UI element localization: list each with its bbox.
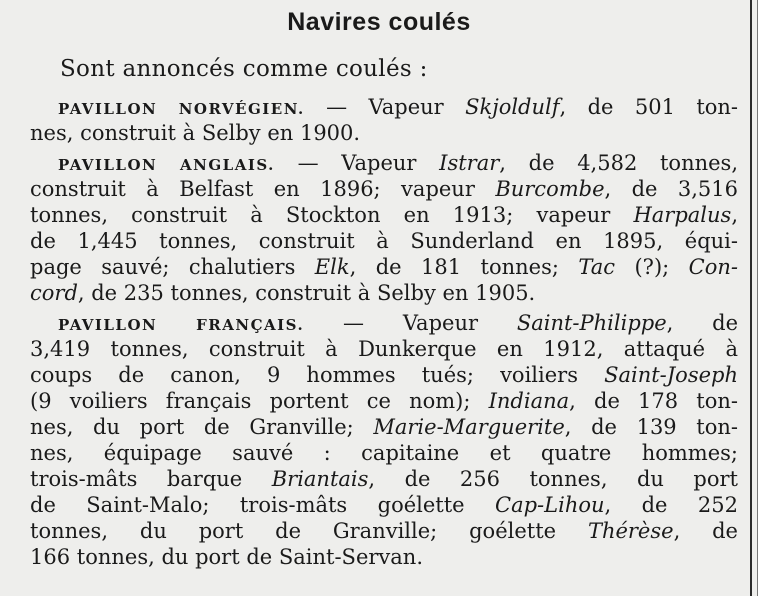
ship-name: Indiana	[488, 389, 570, 413]
ship-name: Thérèse	[587, 519, 674, 543]
paragraph-francais-line-8: de Saint-Malo; trois-mâts goélette Cap-Lihou, de 252	[30, 493, 738, 517]
ship-name: Burcombe	[495, 177, 605, 201]
paragraph-norvegien-line-1: PAVILLON NORVÉGIEN. — Vapeur Skjoldulf, de 501 ton-	[58, 95, 739, 119]
section-label-francais: PAVILLON FRANÇAIS.	[58, 316, 305, 334]
paragraph-francais-line-2: 3,419 tonnes, construit à Dunkerque en 1912, attaqué à	[30, 337, 738, 361]
article-title: Navires coulés	[287, 8, 471, 36]
ship-name: Cap-Lihou	[495, 493, 605, 517]
column-rule	[750, 0, 752, 596]
paragraph-francais-line-3: coups de canon, 9 hommes tués; voiliers Saint-Joseph	[30, 363, 738, 387]
paragraph-anglais-line-4: de 1,445 tonnes, construit à Sunderland en 1895, équi-	[30, 229, 738, 253]
ship-name: Briantais	[271, 467, 369, 491]
ship-name: Istrar	[439, 151, 500, 175]
paragraph-francais-line-1: PAVILLON FRANÇAIS. — Vapeur Saint-Philippe, de	[58, 311, 738, 335]
paragraph-norvegien-line-2: nes, construit à Selby en 1900.	[30, 121, 361, 145]
ship-name: cord	[30, 281, 78, 305]
paragraph-anglais-line-1: PAVILLON ANGLAIS. — Vapeur Istrar, de 4,582 tonnes,	[58, 151, 739, 175]
article-intro: Sont annoncés comme coulés :	[60, 56, 428, 82]
ship-name: Harpalus	[633, 203, 732, 227]
paragraph-anglais-line-6: cord, de 235 tonnes, construit à Selby en 1905.	[30, 281, 536, 305]
paragraph-francais-line-9: tonnes, du port de Granville; goélette Thérèse, de	[30, 519, 738, 543]
section-label-anglais: PAVILLON ANGLAIS.	[58, 156, 275, 174]
paragraph-francais-line-6: nes, équipage sauvé : capitaine et quatre hommes;	[30, 441, 738, 465]
paragraph-francais-line-10: 166 tonnes, du port de Saint-Servan.	[30, 545, 423, 569]
section-label-norvegien: PAVILLON NORVÉGIEN.	[58, 100, 305, 118]
paragraph-anglais-line-2: construit à Belfast en 1896; vapeur Burcombe, de 3,516	[30, 177, 739, 201]
ship-name: Tac	[578, 255, 616, 279]
paragraph-francais-line-4: (9 voiliers français portent ce nom); Indiana, de 178 ton-	[30, 389, 738, 413]
paragraph-francais-line-5: nes, du port de Granville; Marie-Marguerite, de 139 ton-	[30, 415, 739, 439]
ship-name: Con-	[688, 255, 738, 279]
ship-name: Elk	[314, 255, 350, 279]
ship-name: Skjoldulf	[465, 95, 560, 119]
paragraph-francais-line-7: trois-mâts barque Briantais, de 256 tonnes, du port	[30, 467, 738, 491]
ship-name: Saint-Philippe	[516, 311, 667, 335]
ship-name: Saint-Joseph	[604, 363, 738, 387]
paragraph-anglais-line-3: tonnes, construit à Stockton en 1913; vapeur Harpalus,	[30, 203, 738, 227]
paragraph-anglais-line-5: page sauvé; chalutiers Elk, de 181 tonnes; Tac (?); Con-	[30, 255, 738, 279]
ship-name: Marie-Marguerite	[373, 415, 565, 439]
